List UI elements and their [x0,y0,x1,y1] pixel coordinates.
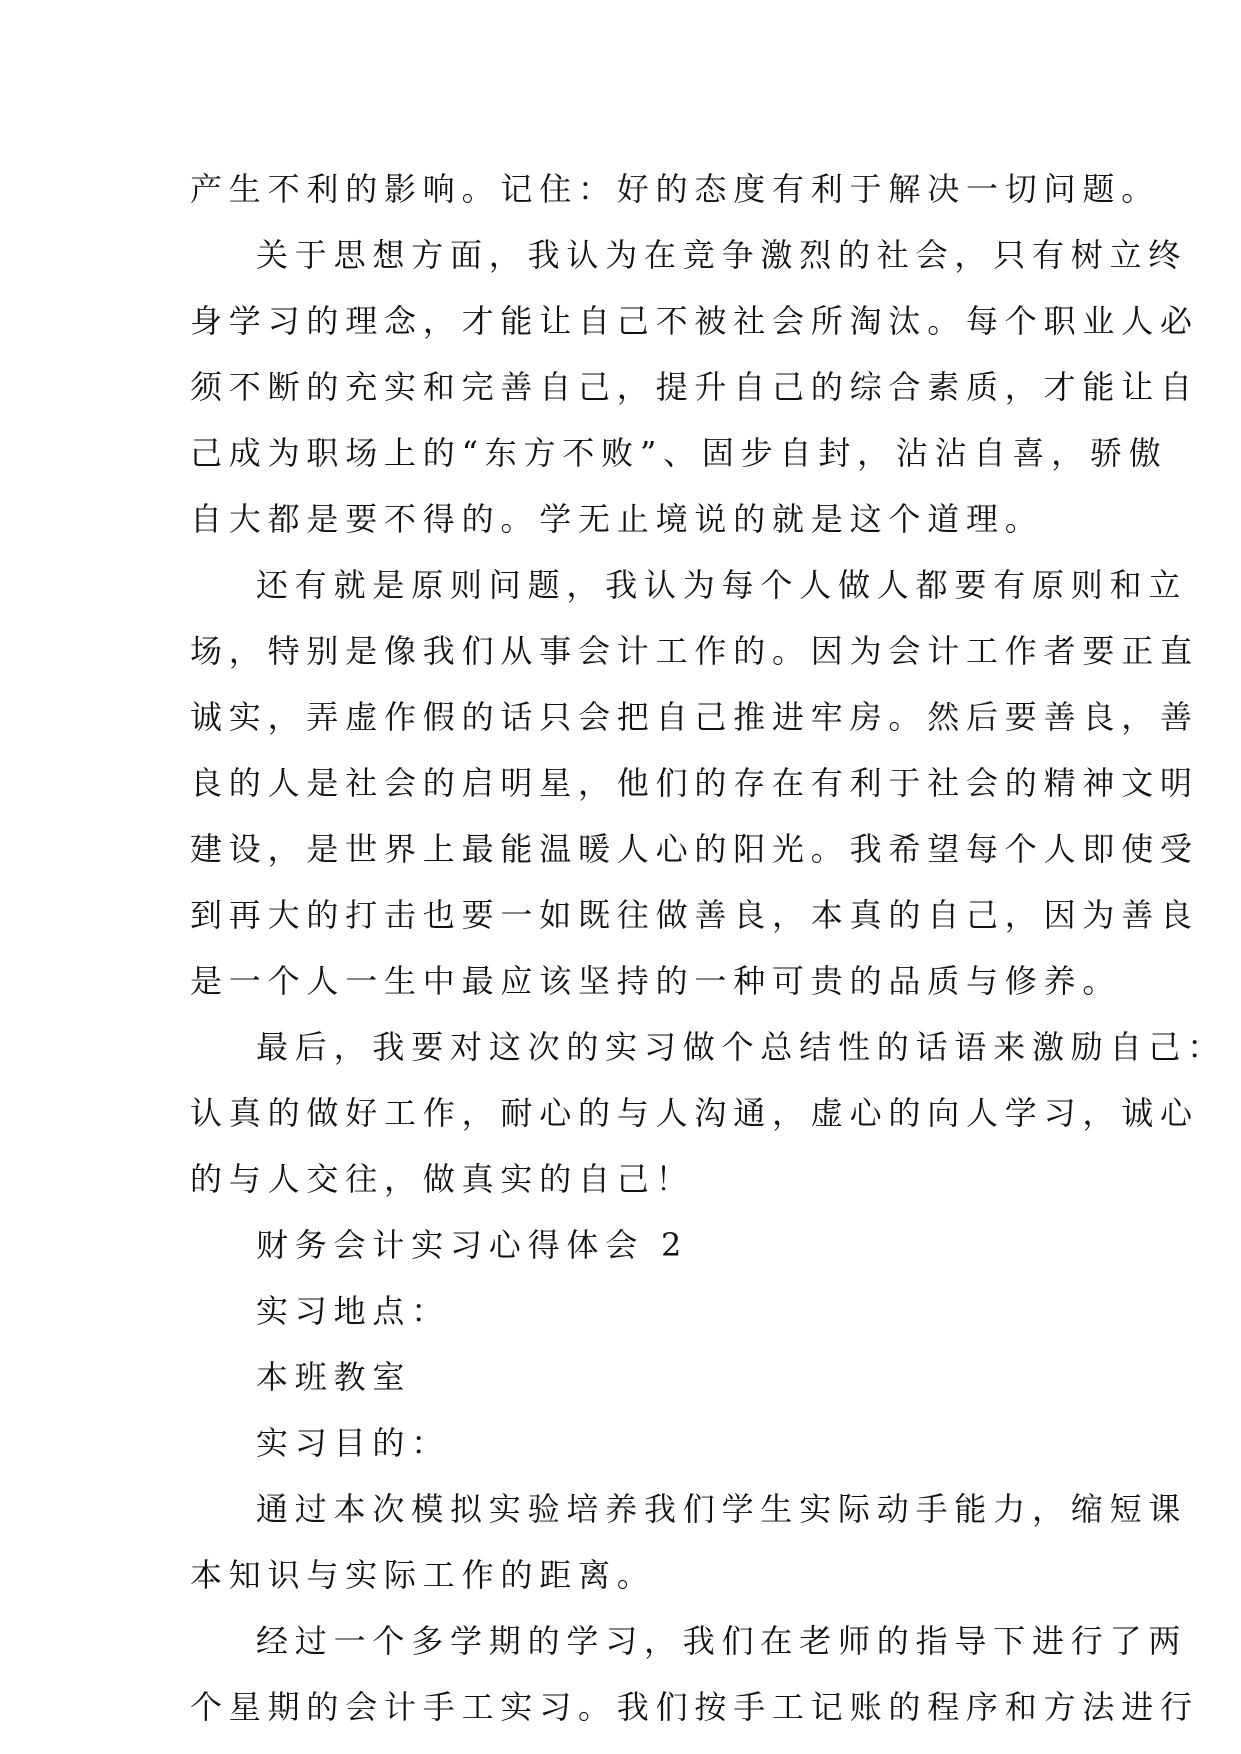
text-line: 己成为职场上的“东方不败”、固步自封，沾沾自喜，骄傲 [190,434,1168,472]
text-line: 实习地点： [256,1292,451,1330]
text-line: 实习目的： [256,1424,451,1462]
text-line: 须不断的充实和完善自己，提升自己的综合素质，才能让自 [190,368,1199,406]
text-line: 的与人交往，做真实的自己！ [190,1160,695,1198]
text-line: 本知识与实际工作的距离。 [190,1556,656,1594]
text-line: 关于思想方面，我认为在竞争激烈的社会，只有树立终 [256,236,1188,274]
text-line: 最后，我要对这次的实习做个总结性的话语来激励自己： [256,1028,1227,1066]
text-line: 认真的做好工作，耐心的与人沟通，虚心的向人学习，诚心 [190,1094,1199,1132]
text-line: 本班教室 [256,1358,412,1396]
text-line: 良的人是社会的启明星，他们的存在有利于社会的精神文明 [190,764,1199,802]
text-line: 产生不利的影响。记住：好的态度有利于解决一切问题。 [190,170,1161,208]
text-line: 诚实，弄虚作假的话只会把自己推进牢房。然后要善良，善 [190,698,1199,736]
text-line: 还有就是原则问题，我认为每个人做人都要有原则和立 [256,566,1188,604]
text-line: 身学习的理念，才能让自己不被社会所淘汰。每个职业人必 [190,302,1199,340]
document-body [190,156,1227,1740]
text-line: 场，特别是像我们从事会计工作的。因为会计工作者要正直 [190,632,1199,670]
text-line: 到再大的打击也要一如既往做善良，本真的自己，因为善良 [190,896,1199,934]
text-line: 经过一个多学期的学习，我们在老师的指导下进行了两 [256,1622,1188,1660]
text-line: 建设，是世界上最能温暖人心的阳光。我希望每个人即使受 [190,830,1199,868]
section-title: 财务会计实习心得体会 2 [256,1226,689,1264]
text-line: 自大都是要不得的。学无止境说的就是这个道理。 [190,500,1044,538]
text-line: 通过本次模拟实验培养我们学生实际动手能力，缩短课 [256,1490,1188,1528]
text-line: 是一个人一生中最应该坚持的一种可贵的品质与修养。 [190,962,1122,1000]
text-line: 个星期的会计手工实习。我们按手工记账的程序和方法进行 [190,1688,1199,1726]
